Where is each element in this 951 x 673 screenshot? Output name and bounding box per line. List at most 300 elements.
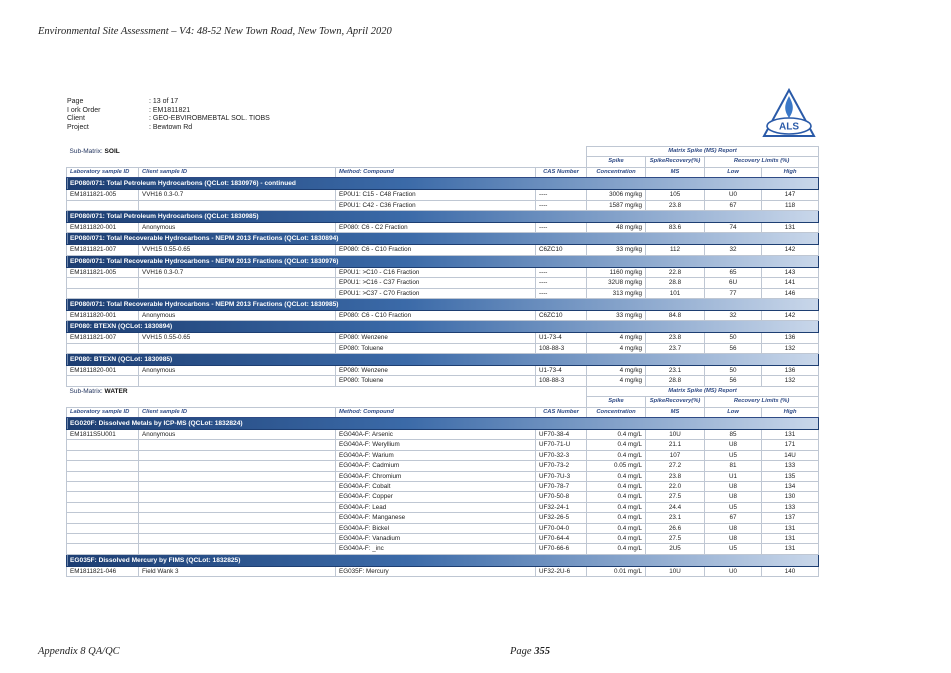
spike-concentration: 0.01 mg/L [587,566,646,576]
limit-high: 134 [762,481,819,491]
limit-high: 130 [762,492,819,502]
meta-value: : 13 of 17 [149,98,179,105]
spike-concentration: 33 mg/kg [587,310,646,320]
client-sample-id [139,523,336,533]
spike-concentration: 0.4 mg/L [587,440,646,450]
submatrix-name: WATER [104,387,128,395]
table-row [67,200,819,210]
column-header-row [67,167,819,177]
table-row [67,461,819,471]
client-sample-id: Anonymous [139,310,336,320]
spike-concentration: 0.4 mg/L [587,544,646,554]
lab-sample-id: EM1811821-005 [67,267,139,277]
col-method-header: Method: Compound [336,167,536,177]
cas-number: ---- [536,222,587,232]
lab-sample-id: EM1811S5U001 [67,430,139,440]
table-row [67,310,819,320]
limit-high: 131 [762,523,819,533]
cas-number: ---- [536,190,587,200]
report-title: Matrix Spike (MS) Report [587,386,819,396]
method-compound: EP080: Toluene [336,376,536,386]
method-compound: EG040A-F: Cadmium [336,461,536,471]
table-row [67,523,819,533]
col-low-header: Low [705,407,762,417]
limit-high: 131 [762,533,819,543]
client-sample-id [139,200,336,210]
page-header: Environmental Site Assessment – V4: 48-52 New Town Road, New Town, April 2020 [38,26,392,37]
limit-low: U8 [705,533,762,543]
limit-high: 131 [762,222,819,232]
meta-value: : Bewtown Rd [149,123,193,131]
ms-recovery: 28.8 [646,376,705,386]
meta-row [67,124,270,133]
ms-recovery: 23.7 [646,343,705,353]
submatrix-label [67,386,587,396]
submatrix-prefix: Sub-Matrix: [69,147,103,155]
spike-concentration: 4 mg/kg [587,366,646,376]
section-title: EP080/071: Total Recoverable Hydrocarbons - NEPM 2013 Fractions (QCLot: 1830894) [67,233,819,245]
meta-row [67,107,270,116]
cas-number: UF70-38-4 [536,430,587,440]
limit-low: U0 [705,190,762,200]
limit-high: 141 [762,278,819,288]
cas-number: 108-88-3 [536,343,587,353]
lab-sample-id: EM1811821-007 [67,333,139,343]
col-ms-header: MS [646,167,705,177]
meta-label: Page [67,98,84,105]
meta-value: : GEO-EBVIROBMEBTAL SOL. TIOBS [149,115,270,123]
cas-number: ---- [536,200,587,210]
limit-high: 142 [762,245,819,255]
method-compound: EP0U1: >C10 - C16 Fraction [336,267,536,277]
footer-page [510,646,550,657]
client-sample-id [139,440,336,450]
group-recovery: SpikeRecovery(%) [646,397,705,407]
section-header-row [67,178,819,190]
group-limits: Recovery Limits (%) [705,397,819,407]
ms-recovery: 28.8 [646,278,705,288]
col-method-header: Method: Compound [336,407,536,417]
limit-high: 132 [762,376,819,386]
table-row [67,376,819,386]
client-sample-id: VVH16 0.3-0.7 [139,190,336,200]
ms-recovery: 22.8 [646,267,705,277]
table-row [67,471,819,481]
limit-high: 131 [762,544,819,554]
method-compound: EG035F: Mercury [336,566,536,576]
meta-row [67,98,270,107]
cas-number: U1-73-4 [536,366,587,376]
footer-page-prefix: Page [510,646,532,657]
spike-concentration: 0.4 mg/L [587,471,646,481]
spike-concentration: 0.4 mg/L [587,492,646,502]
lab-sample-id [67,461,139,471]
section-header-row [67,233,819,245]
ms-recovery: 23.8 [646,471,705,481]
spike-concentration: 0.4 mg/L [587,502,646,512]
limit-low: 56 [705,376,762,386]
cas-number: UF70-7U-3 [536,471,587,481]
submatrix-row [67,386,819,396]
section-title: EG020F: Dissolved Metals by ICP-MS (QCLot: 1832824) [67,418,819,430]
method-compound: EG040A-F: Copper [336,492,536,502]
cas-number: C6ZC10 [536,245,587,255]
cas-number: UF70-64-4 [536,533,587,543]
client-sample-id: Anonymous [139,430,336,440]
table-row [67,492,819,502]
method-compound: EG040A-F: Lead [336,502,536,512]
section-header-row [67,354,819,366]
limit-low: U5 [705,544,762,554]
client-sample-id: Field Wank 3 [139,566,336,576]
method-compound: EG040A-F: Vanadium [336,533,536,543]
cas-number: UF70-73-2 [536,461,587,471]
limit-low: 81 [705,461,762,471]
limit-high: 137 [762,513,819,523]
ms-recovery: 27.5 [646,492,705,502]
limit-low: 32 [705,310,762,320]
submatrix-label [67,147,587,157]
ms-recovery: 105 [646,190,705,200]
limit-low: U8 [705,523,762,533]
ms-recovery: 10U [646,430,705,440]
ms-recovery: 10U [646,566,705,576]
section-header-row [67,255,819,267]
client-sample-id [139,471,336,481]
spike-concentration: 0.4 mg/L [587,533,646,543]
footer-page-number: 355 [534,646,550,657]
client-sample-id [139,288,336,298]
limit-low: 67 [705,513,762,523]
limit-high: 147 [762,190,819,200]
table-row [67,502,819,512]
cas-number: 108-88-3 [536,376,587,386]
client-sample-id [139,492,336,502]
cas-number: UF32-24-1 [536,502,587,512]
method-compound: EP0U1: C15 - C48 Fraction [336,190,536,200]
table-row [67,440,819,450]
spike-concentration: 313 mg/kg [587,288,646,298]
lab-sample-id: EM1811820-001 [67,222,139,232]
table-row [67,333,819,343]
lab-sample-id [67,481,139,491]
client-sample-id [139,450,336,460]
limit-low: 6U [705,278,762,288]
client-sample-id [139,481,336,491]
spike-concentration: 0.4 mg/L [587,481,646,491]
lab-sample-id [67,288,139,298]
report-body [67,147,819,577]
meta-row [67,115,270,124]
als-logo [762,88,816,138]
spike-concentration: 0.4 mg/L [587,513,646,523]
lab-sample-id [67,492,139,502]
col-client-header: Client sample ID [139,407,336,417]
submatrix-row [67,147,819,157]
col-conc-header: Concentration [587,167,646,177]
section-title: EP080/071: Total Petroleum Hydrocarbons (QCLot: 1830976) - continued [67,178,819,190]
limit-high: 171 [762,440,819,450]
cas-number: UF32-26-5 [536,513,587,523]
lab-sample-id [67,440,139,450]
table-row [67,566,819,576]
limit-low: U5 [705,502,762,512]
table-row [67,533,819,543]
col-conc-header: Concentration [587,407,646,417]
logo-text: ALS [779,121,799,133]
spike-concentration: 33 mg/kg [587,245,646,255]
group-header-row [67,397,819,407]
client-sample-id [139,513,336,523]
method-compound: EP080: C6 - C10 Fraction [336,245,536,255]
method-compound: EG040A-F: Warium [336,450,536,460]
ms-recovery: 23.1 [646,513,705,523]
limit-high: 140 [762,566,819,576]
table-row [67,267,819,277]
spike-concentration: 0.05 mg/L [587,461,646,471]
table-row [67,513,819,523]
method-compound: EG040A-F: Arsenic [336,430,536,440]
limit-high: 142 [762,310,819,320]
section-header-row [67,210,819,222]
col-ms-header: MS [646,407,705,417]
ms-recovery: 26.6 [646,523,705,533]
section-title: EG035F: Dissolved Mercury by FIMS (QCLot: 1832825) [67,554,819,566]
lab-sample-id: EM1811820-001 [67,366,139,376]
column-header-row [67,407,819,417]
report-title: Matrix Spike (MS) Report [587,147,819,157]
cas-number: ---- [536,288,587,298]
limit-low: 85 [705,430,762,440]
limit-high: 133 [762,461,819,471]
section-header-row [67,321,819,333]
client-sample-id [139,278,336,288]
col-lab-header: Laboratory sample ID [67,167,139,177]
client-sample-id: VVH15 0.55-0.65 [139,245,336,255]
spike-concentration: 48 mg/kg [587,222,646,232]
client-sample-id [139,502,336,512]
ms-recovery: 84.8 [646,310,705,320]
table-row [67,343,819,353]
lab-sample-id [67,278,139,288]
col-lab-header: Laboratory sample ID [67,407,139,417]
table-row [67,222,819,232]
lab-sample-id [67,544,139,554]
limit-low: U8 [705,492,762,502]
col-client-header: Client sample ID [139,167,336,177]
cas-number: UF70-71-U [536,440,587,450]
table-row [67,245,819,255]
client-sample-id [139,376,336,386]
client-sample-id: VVH16 0.3-0.7 [139,267,336,277]
lab-sample-id [67,450,139,460]
lab-sample-id [67,502,139,512]
section-header-row [67,554,819,566]
group-spike: Spike [587,397,646,407]
client-sample-id: Anonymous [139,222,336,232]
method-compound: EG040A-F: Chromium [336,471,536,481]
cas-number: ---- [536,267,587,277]
ms-report-table [66,146,819,577]
lab-sample-id [67,376,139,386]
limit-high: 136 [762,333,819,343]
section-title: EP080/071: Total Recoverable Hydrocarbons - NEPM 2013 Fractions (QCLot: 1830985) [67,298,819,310]
cas-number: C6ZC10 [536,310,587,320]
limit-low: 77 [705,288,762,298]
method-compound: EP080: Toluene [336,343,536,353]
meta-label: I ork Order [67,106,101,114]
table-row [67,366,819,376]
table-row [67,288,819,298]
limit-low: 74 [705,222,762,232]
cas-number: UF70-04-0 [536,523,587,533]
limit-high: 143 [762,267,819,277]
spike-concentration: 1587 mg/kg [587,200,646,210]
method-compound: EP080: C6 - C10 Fraction [336,310,536,320]
limit-low: U1 [705,471,762,481]
ms-recovery: 24.4 [646,502,705,512]
section-title: EP080: BTEXN (QCLot: 1830985) [67,354,819,366]
limit-high: 118 [762,200,819,210]
col-low-header: Low [705,167,762,177]
limit-low: 32 [705,245,762,255]
limit-low: U5 [705,450,762,460]
meta-label: Project [67,123,89,131]
client-sample-id [139,461,336,471]
cas-number: UF70-32-3 [536,450,587,460]
cas-number: UF70-50-8 [536,492,587,502]
client-sample-id: VVH15 0.55-0.65 [139,333,336,343]
lab-sample-id [67,523,139,533]
group-header-row [67,157,819,167]
cas-number: UF32-2U-6 [536,566,587,576]
section-title: EP080: BTEXN (QCLot: 1830894) [67,321,819,333]
lab-sample-id [67,343,139,353]
client-sample-id [139,533,336,543]
ms-recovery: 27.2 [646,461,705,471]
ms-recovery: 27.5 [646,533,705,543]
group-limits: Recovery Limits (%) [705,157,819,167]
section-title: EP080/071: Total Petroleum Hydrocarbons (QCLot: 1830985) [67,210,819,222]
limit-high: 146 [762,288,819,298]
section-header-row [67,418,819,430]
spacer-cell [67,397,587,407]
ms-report [66,146,818,577]
group-spike: Spike [587,157,646,167]
method-compound: EP0U1: >C16 - C37 Fraction [336,278,536,288]
ms-recovery: 23.1 [646,366,705,376]
report-meta [67,98,270,132]
section-header-row [67,298,819,310]
limit-low: U8 [705,440,762,450]
client-sample-id [139,544,336,554]
spike-concentration: 32U8 mg/kg [587,278,646,288]
table-row [67,544,819,554]
spike-concentration: 0.4 mg/L [587,430,646,440]
limit-low: 56 [705,343,762,353]
spike-concentration: 3006 mg/kg [587,190,646,200]
ms-recovery: 2U5 [646,544,705,554]
spike-concentration: 0.4 mg/L [587,450,646,460]
table-row [67,481,819,491]
spike-concentration: 4 mg/kg [587,333,646,343]
spacer-cell [67,157,587,167]
method-compound: EG040A-F: Manganese [336,513,536,523]
client-sample-id: Anonymous [139,366,336,376]
limit-high: 131 [762,430,819,440]
meta-value: : EM1811821 [149,106,191,114]
method-compound: EG040A-F: Weryllium [336,440,536,450]
col-high-header: High [762,167,819,177]
submatrix-name: SOIL [104,147,120,155]
lab-sample-id [67,200,139,210]
limit-low: 50 [705,366,762,376]
cas-number: UF70-78-7 [536,481,587,491]
table-row [67,278,819,288]
table-row [67,450,819,460]
ms-recovery: 101 [646,288,705,298]
ms-recovery: 22.0 [646,481,705,491]
meta-label: Client [67,115,85,123]
limit-low: 67 [705,200,762,210]
lab-sample-id [67,471,139,481]
footer-appendix: Appendix 8 QA/QC [38,646,120,657]
method-compound: EP080: C6 - C2 Fraction [336,222,536,232]
limit-high: 133 [762,502,819,512]
ms-recovery: 23.8 [646,200,705,210]
ms-recovery: 21.1 [646,440,705,450]
limit-high: 14U [762,450,819,460]
method-compound: EG040A-F: Cobalt [336,481,536,491]
lab-sample-id: EM1811821-005 [67,190,139,200]
col-high-header: High [762,407,819,417]
spike-concentration: 1160 mg/kg [587,267,646,277]
client-sample-id [139,343,336,353]
table-row [67,190,819,200]
submatrix-prefix: Sub-Matrix: [69,387,103,395]
limit-low: 65 [705,267,762,277]
cas-number: U1-73-4 [536,333,587,343]
method-compound: EP080: Wenzene [336,366,536,376]
col-cas-header: CAS Number [536,167,587,177]
table-row [67,430,819,440]
ms-recovery: 23.8 [646,333,705,343]
method-compound: EP080: Wenzene [336,333,536,343]
method-compound: EG040A-F: Bickel [336,523,536,533]
spike-concentration: 0.4 mg/L [587,523,646,533]
method-compound: EP0U1: C42 - C36 Fraction [336,200,536,210]
lab-sample-id [67,513,139,523]
cas-number: UF70-66-6 [536,544,587,554]
ms-recovery: 112 [646,245,705,255]
limit-high: 132 [762,343,819,353]
limit-low: U0 [705,566,762,576]
spike-concentration: 4 mg/kg [587,343,646,353]
lab-sample-id [67,533,139,543]
group-recovery: SpikeRecovery(%) [646,157,705,167]
ms-recovery: 83.6 [646,222,705,232]
limit-low: 50 [705,333,762,343]
lab-sample-id: EM1811820-001 [67,310,139,320]
limit-high: 135 [762,471,819,481]
limit-high: 136 [762,366,819,376]
ms-recovery: 107 [646,450,705,460]
limit-low: U8 [705,481,762,491]
method-compound: EP0U1: >C37 - C70 Fraction [336,288,536,298]
spike-concentration: 4 mg/kg [587,376,646,386]
lab-sample-id: EM1811821-007 [67,245,139,255]
section-title: EP080/071: Total Recoverable Hydrocarbons - NEPM 2013 Fractions (QCLot: 1830976) [67,255,819,267]
